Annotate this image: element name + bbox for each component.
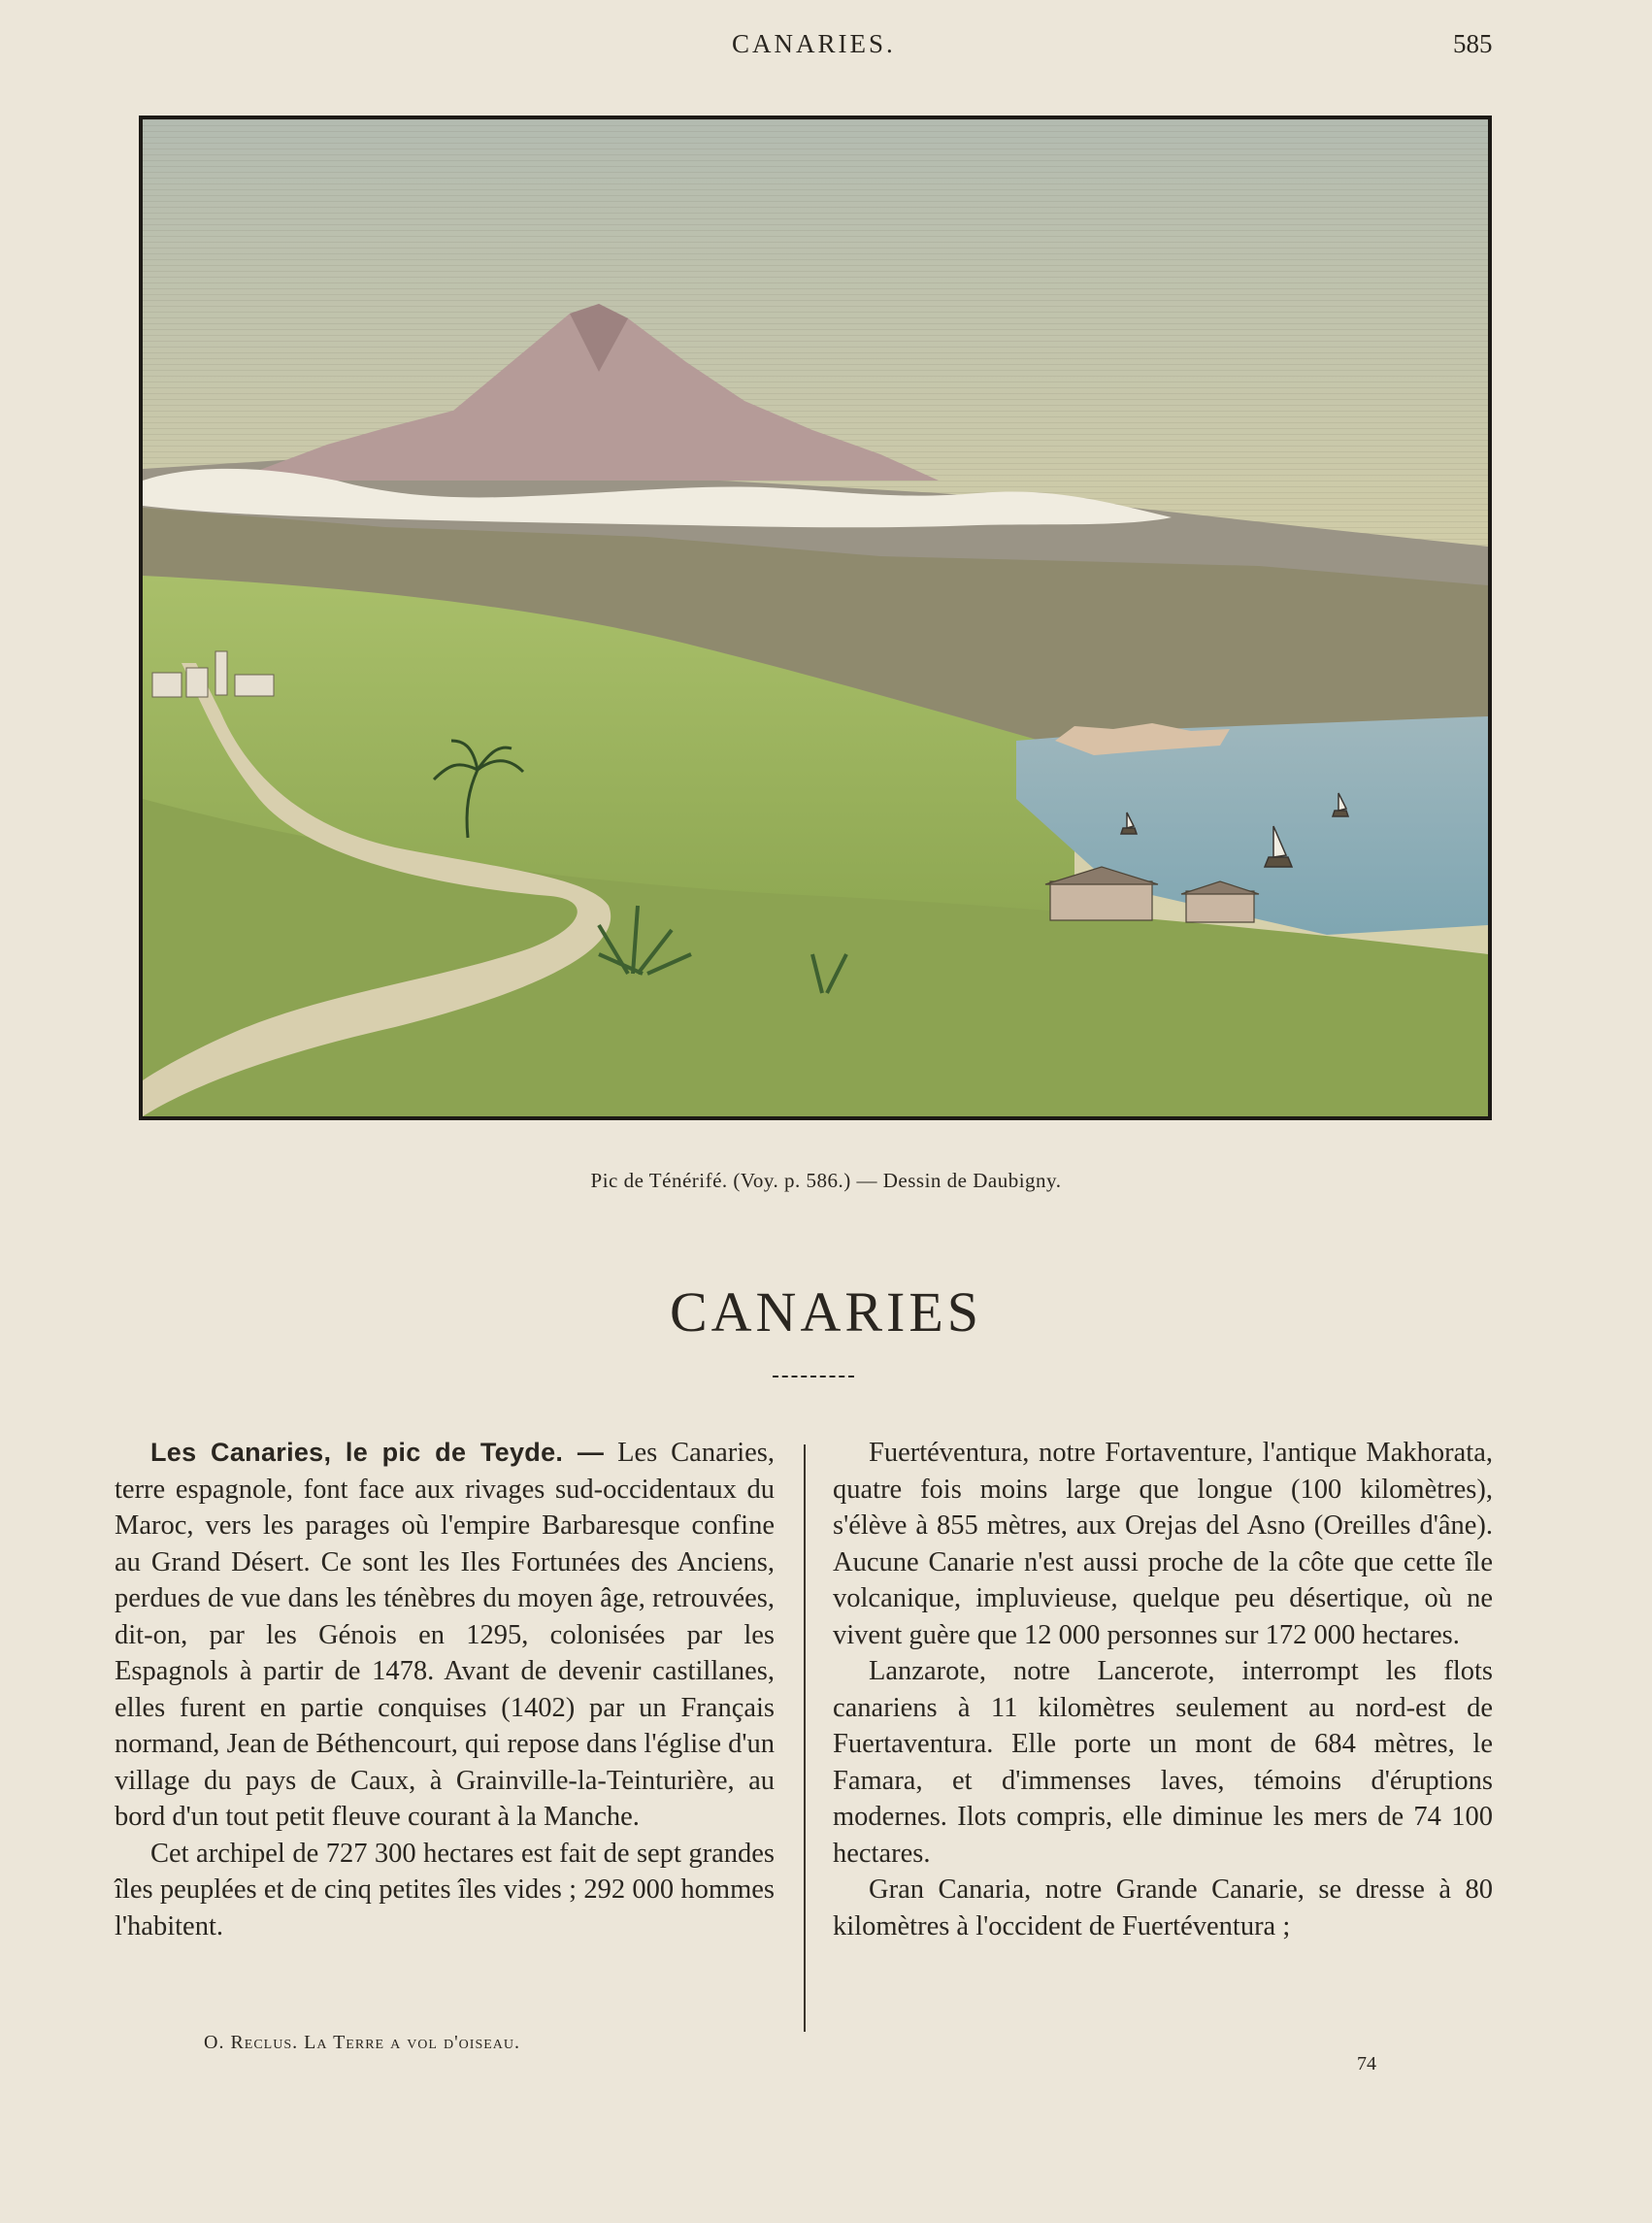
right-paragraph-1: Fuertéventura, notre Fortaventure, l'antique Makhorata, quatre fois moins large que longue (100 kilomètres), s'élève à 855 mètres, aux Orejas del Asno (Oreilles d'âne). Aucune Canarie n'est aussi proche de la côte que cette île volcanique, impluvieuse, quelque peu désertique, où ne vivent guère que 12 000 personnes sur 172 000 hectares. <box>833 1438 1493 1650</box>
chapter-title: CANARIES <box>669 1280 983 1344</box>
left-paragraph-1-text: Les Canaries, terre espagnole, font face aux rivages sud-occidentaux du Maroc, vers les parages où l'empire Barbaresque confine au Grand Désert. Ce sont les Iles Fortunées des Anciens, perdues de vue dans les ténèbres du moyen âge, retrouvées, dit-on, par les Génois en 1295, colonisées par les Espagnols à partir de 1478. Avant de devenir castillanes, elles furent en partie conquises (1402) par un Français normand, Jean de Béthencourt, qui repose dans l'église d'un village du pays de Caux, à Grainville-la-Teinturière, au bord d'un tout petit fleuve courant à la Manche. <box>115 1438 775 1832</box>
running-title: CANARIES. <box>732 29 896 58</box>
running-head <box>0 25 1652 64</box>
left-column <box>115 1435 775 1944</box>
engraving-plate <box>139 116 1492 1120</box>
left-paragraph-1 <box>115 1435 775 1836</box>
landscape-illustration <box>143 119 1488 1116</box>
signature-mark: 74 <box>1357 2053 1376 2074</box>
title-ornament-rule <box>773 1376 854 1377</box>
right-paragraph-3: Gran Canaria, notre Grande Canarie, se dresse à 80 kilomètres à l'occident de Fuertéventura ; <box>833 1875 1493 1941</box>
right-paragraph-2: Lanzarote, notre Lancerote, interrompt les flots canariens à 11 kilomètres seulement au nord-est de Fuertaventura. Elle porte un mont de 684 mètres, le Famara, et d'immenses laves, témoins d'éruptions modernes. Ilots compris, elle diminue les mers de 74 100 hectares. <box>833 1656 1493 1869</box>
right-column <box>833 1435 1493 1944</box>
column-divider <box>804 1444 806 2032</box>
section-lead: Les Canaries, le pic de Teyde. — <box>150 1438 605 1467</box>
plate-caption: Pic de Ténérifé. (Voy. p. 586.) — Dessin de Daubigny. <box>590 1169 1062 1192</box>
page-number: 585 <box>1453 29 1493 58</box>
left-paragraph-2: Cet archipel de 727 300 hectares est fait de sept grandes îles peuplées et de cinq petites îles vides ; 292 000 hommes l'habitent. <box>115 1838 775 1941</box>
footer-credit: O. Reclus. La Terre a vol d'oiseau. <box>204 2032 521 2053</box>
